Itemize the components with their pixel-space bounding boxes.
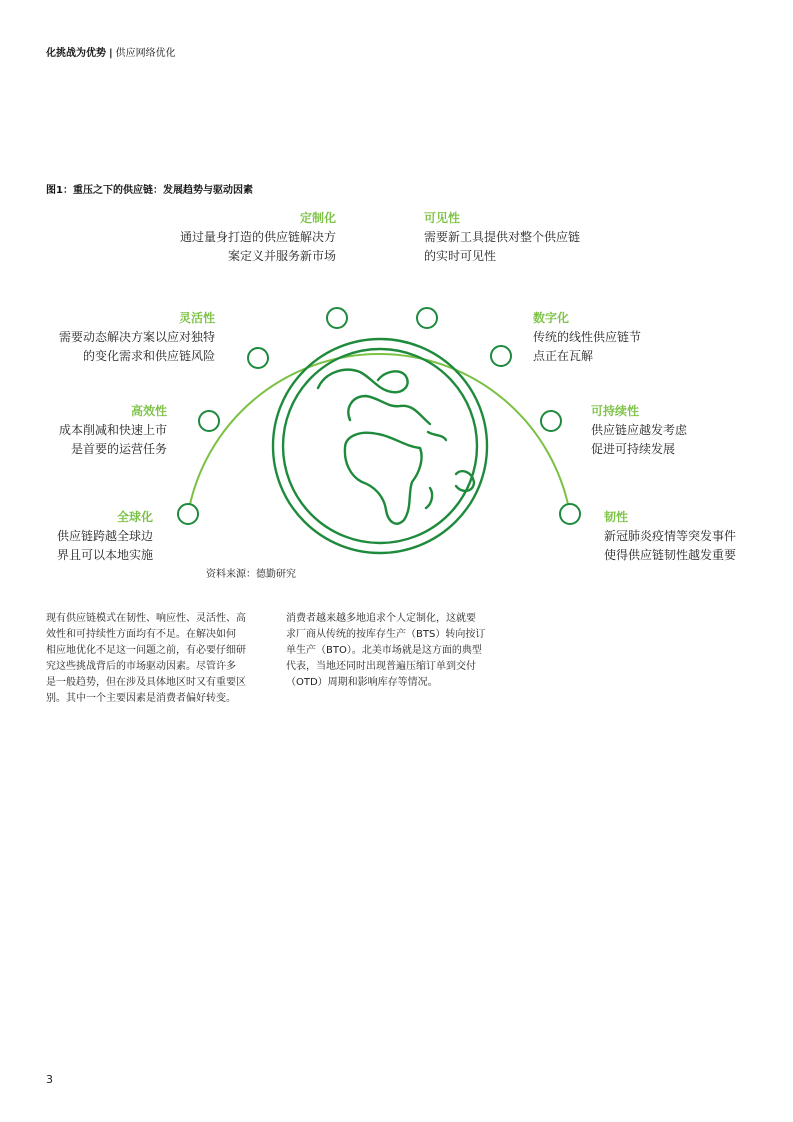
driver-sustainability (591, 402, 687, 459)
page-number: 3 (46, 1073, 53, 1086)
driver-desc-line: 使得供应链韧性越发重要 (604, 548, 737, 562)
driver-title: 韧性 (604, 510, 629, 524)
driver-desc-line: 新冠肺炎疫情等突发事件 (604, 529, 737, 543)
driver-efficiency (59, 402, 167, 459)
node-globalization (178, 504, 198, 524)
driver-resilience (604, 508, 736, 565)
header-chapter: 供应网络优化 (115, 48, 176, 59)
header-separator: | (109, 48, 113, 59)
paragraph-line: 单生产（BTO）。北美市场就是这方面的典型 (286, 645, 482, 656)
driver-desc-line: 需要新工具提供对整个供应链 (424, 230, 581, 244)
paragraph-line: 别。其中一个主要因素是消费者偏好转变。 (46, 693, 236, 704)
driver-desc-line: 案定义并服务新市场 (227, 249, 336, 263)
paragraph-line: 究这些挑战背后的市场驱动因素。尽管许多 (46, 661, 236, 672)
driver-title: 全球化 (116, 510, 153, 524)
driver-customization (180, 209, 336, 266)
driver-digitalization (533, 309, 641, 366)
driver-desc-line: 供应链跨越全球边 (56, 529, 153, 543)
node-visibility (417, 308, 437, 328)
driver-desc-line: 供应链应越发考虑 (591, 423, 688, 437)
driver-globalization (57, 508, 153, 565)
driver-desc-line: 界且可以本地实施 (56, 548, 153, 562)
driver-desc-line: 的变化需求和供应链风险 (82, 349, 215, 363)
driver-desc-line: 传统的线性供应链节 (533, 330, 642, 344)
driver-desc-line: 点正在瓦解 (533, 349, 594, 363)
paragraph-line: 效性和可持续性方面均有不足。在解决如何 (46, 629, 236, 640)
paragraph-line: 代表，当地还同时出现普遍压缩订单到交付 (286, 661, 476, 672)
driver-desc-line: 促进可持续发展 (591, 442, 676, 456)
paragraph-line: 是一般趋势，但在涉及具体地区时又有重要区 (46, 677, 246, 688)
driver-desc-line: 需要动态解决方案以应对独特 (58, 330, 215, 344)
driver-title: 灵活性 (178, 311, 215, 325)
driver-desc-line: 成本削减和快速上市 (58, 423, 167, 437)
driver-desc-line: 的实时可见性 (424, 249, 497, 263)
paragraph-line: 求厂商从传统的按库存生产（BTS）转向按订 (286, 629, 486, 640)
node-digitalization (491, 346, 511, 366)
node-sustainability (541, 411, 561, 431)
driver-visibility (424, 209, 580, 266)
paragraph-line: 消费者越来越多地追求个人定制化，这就要 (286, 613, 476, 624)
node-resilience (560, 504, 580, 524)
node-efficiency (199, 411, 219, 431)
driver-desc-line: 通过量身打造的供应链解决方 (179, 230, 336, 244)
node-customization (327, 308, 347, 328)
header-section: 化挑战为优势 (46, 48, 106, 59)
driver-title: 数字化 (533, 311, 570, 325)
globe-icon (273, 339, 487, 553)
node-agility (248, 348, 268, 368)
driver-title: 可见性 (424, 211, 461, 225)
driver-title: 定制化 (299, 211, 336, 225)
driver-agility (59, 309, 215, 366)
paragraph-line: 现有供应链模式在韧性、响应性、灵活性、高 (46, 613, 246, 624)
figure-title: 图1：重压之下的供应链：发展趋势与驱动因素 (46, 185, 253, 196)
paragraph-line: 相应地优化不足这一问题之前，有必要仔细研 (46, 645, 246, 656)
body-paragraph-right (286, 611, 511, 691)
figure-source: 资料来源：德勤研究 (206, 569, 296, 580)
driver-desc-line: 是首要的运营任务 (70, 442, 167, 456)
driver-title: 高效性 (130, 404, 167, 418)
paragraph-line: （OTD）周期和影响库存等情况。 (286, 677, 438, 688)
body-paragraph-left (46, 611, 271, 707)
driver-title: 可持续性 (591, 404, 640, 418)
